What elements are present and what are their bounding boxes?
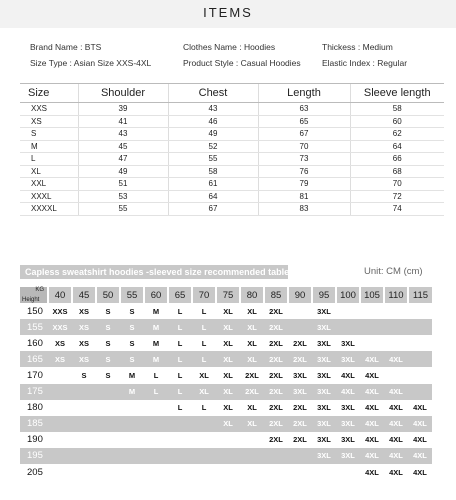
recommend-size-cell: 2XL — [288, 351, 312, 367]
recommend-size-cell — [384, 335, 408, 351]
size-cell: 79 — [258, 178, 350, 191]
size-cell: S — [20, 128, 78, 141]
weight-header: 55 — [120, 287, 144, 303]
recommend-size-cell — [264, 464, 288, 480]
recommend-size-cell: 4XL — [408, 432, 432, 448]
recommend-size-cell — [192, 432, 216, 448]
recommend-size-cell: 4XL — [360, 432, 384, 448]
size-cell: 63 — [258, 103, 350, 116]
recommend-size-cell — [216, 464, 240, 480]
recommend-size-cell — [48, 432, 72, 448]
recommend-size-cell: 2XL — [264, 319, 288, 335]
recommend-size-cell — [408, 351, 432, 367]
weight-header: 90 — [288, 287, 312, 303]
recommend-size-cell: XL — [240, 303, 264, 319]
recommend-size-cell: S — [96, 335, 120, 351]
recommend-size-cell: 4XL — [360, 464, 384, 480]
recommend-size-cell: 3XL — [312, 303, 336, 319]
size-cell: 74 — [350, 203, 444, 216]
recommend-header-row — [20, 287, 432, 303]
size-cell: 45 — [78, 140, 168, 153]
recommend-size-cell — [336, 319, 360, 335]
thickness: Thickess : Medium — [322, 42, 393, 52]
recommend-size-cell: XL — [240, 335, 264, 351]
brand-name: Brand Name : BTS — [30, 42, 102, 52]
size-cell: 58 — [350, 103, 444, 116]
recommend-size-cell: S — [72, 367, 96, 383]
size-cell: 70 — [258, 140, 350, 153]
recommend-size-cell: 3XL — [336, 448, 360, 464]
recommend-size-cell — [96, 448, 120, 464]
height-cell: 165 — [20, 351, 48, 367]
recommend-size-cell: L — [168, 400, 192, 416]
recommend-size-cell: 2XL — [264, 351, 288, 367]
recommend-size-cell: 2XL — [288, 416, 312, 432]
recommend-size-cell — [216, 432, 240, 448]
recommend-size-cell — [96, 416, 120, 432]
recommend-size-cell: XL — [216, 303, 240, 319]
recommend-size-cell: S — [96, 367, 120, 383]
recommend-size-cell: 4XL — [360, 416, 384, 432]
size-cell: 49 — [168, 128, 258, 141]
recommend-size-cell — [216, 448, 240, 464]
recommend-size-cell — [72, 416, 96, 432]
recommend-size-cell: 4XL — [360, 367, 384, 383]
recommend-size-cell: L — [144, 384, 168, 400]
recommend-size-cell — [192, 416, 216, 432]
height-cell: 175 — [20, 384, 48, 400]
size-cell: XS — [20, 115, 78, 128]
product-style: Product Style : Casual Hoodies — [183, 58, 301, 68]
size-cell: 49 — [78, 165, 168, 178]
recommend-size-cell — [48, 384, 72, 400]
recommend-size-cell — [360, 303, 384, 319]
recommend-size-cell: L — [168, 303, 192, 319]
recommend-size-cell: 3XL — [312, 351, 336, 367]
recommend-size-cell: 2XL — [288, 432, 312, 448]
recommend-size-cell — [360, 319, 384, 335]
recommend-size-cell — [168, 416, 192, 432]
recommend-size-cell — [240, 432, 264, 448]
size-row — [20, 203, 444, 216]
recommend-size-cell: 2XL — [288, 335, 312, 351]
weight-header: 75 — [216, 287, 240, 303]
recommend-size-cell: XL — [216, 384, 240, 400]
recommend-size-cell: 4XL — [336, 367, 360, 383]
recommend-size-cell: 3XL — [312, 432, 336, 448]
recommend-row — [20, 303, 432, 319]
recommend-size-cell: XL — [192, 367, 216, 383]
recommend-size-cell — [288, 303, 312, 319]
recommend-size-cell: XL — [216, 367, 240, 383]
recommend-size-cell: XL — [240, 400, 264, 416]
recommend-size-cell — [336, 303, 360, 319]
recommend-size-cell: L — [168, 335, 192, 351]
recommend-size-cell: 4XL — [360, 400, 384, 416]
size-cell: 66 — [350, 153, 444, 166]
recommend-size-cell — [48, 416, 72, 432]
recommend-size-cell: 3XL — [312, 384, 336, 400]
recommend-size-cell — [144, 416, 168, 432]
recommend-table — [20, 287, 432, 480]
recommend-size-cell — [192, 464, 216, 480]
size-cell: 55 — [78, 203, 168, 216]
recommend-size-cell: S — [120, 303, 144, 319]
recommend-size-cell: 3XL — [336, 335, 360, 351]
size-cell: 65 — [258, 115, 350, 128]
recommend-size-cell: S — [96, 351, 120, 367]
size-cell: 46 — [168, 115, 258, 128]
size-cell: XXXXL — [20, 203, 78, 216]
size-cell: 41 — [78, 115, 168, 128]
size-cell: 47 — [78, 153, 168, 166]
recommend-size-cell — [168, 432, 192, 448]
recommend-size-cell — [408, 367, 432, 383]
recommend-size-cell: 3XL — [312, 319, 336, 335]
recommend-size-cell: XS — [48, 335, 72, 351]
recommend-size-cell — [384, 319, 408, 335]
recommend-size-cell: XS — [72, 335, 96, 351]
size-cell: 43 — [78, 128, 168, 141]
recommend-size-cell: XXS — [48, 303, 72, 319]
header-length: Length — [258, 84, 350, 103]
recommend-size-cell: 3XL — [288, 384, 312, 400]
recommend-size-cell — [120, 400, 144, 416]
recommend-row — [20, 400, 432, 416]
recommend-size-cell: 4XL — [384, 464, 408, 480]
recommend-size-cell: XL — [216, 319, 240, 335]
recommend-size-cell: 4XL — [384, 432, 408, 448]
recommend-size-cell: M — [144, 303, 168, 319]
recommend-size-cell: XL — [192, 384, 216, 400]
recommend-size-cell: 3XL — [312, 335, 336, 351]
recommend-table-title: Capless sweatshirt hoodies -sleeved size recommended table — [20, 265, 288, 279]
recommend-size-cell: 3XL — [312, 448, 336, 464]
recommend-size-cell — [144, 448, 168, 464]
recommend-size-cell: M — [144, 351, 168, 367]
recommend-row — [20, 351, 432, 367]
recommend-size-cell: XS — [48, 351, 72, 367]
recommend-size-cell: XS — [72, 303, 96, 319]
height-cell: 195 — [20, 448, 48, 464]
recommend-size-cell: XL — [240, 351, 264, 367]
recommend-row — [20, 367, 432, 383]
weight-header: 70 — [192, 287, 216, 303]
recommend-row — [20, 448, 432, 464]
height-cell: 170 — [20, 367, 48, 383]
recommend-size-cell: 2XL — [240, 367, 264, 383]
recommend-size-cell: L — [144, 367, 168, 383]
recommend-size-cell: 2XL — [264, 367, 288, 383]
height-cell: 205 — [20, 464, 48, 480]
recommend-size-cell: 4XL — [384, 400, 408, 416]
header-chest: Chest — [168, 84, 258, 103]
recommend-size-cell — [144, 464, 168, 480]
recommend-row — [20, 384, 432, 400]
recommend-size-cell: 4XL — [408, 400, 432, 416]
recommend-size-cell — [72, 432, 96, 448]
height-cell: 180 — [20, 400, 48, 416]
recommend-size-cell: XL — [216, 400, 240, 416]
recommend-size-cell: XL — [216, 335, 240, 351]
recommend-size-cell — [360, 335, 384, 351]
recommend-row — [20, 464, 432, 480]
recommend-size-cell — [120, 432, 144, 448]
size-cell: 76 — [258, 165, 350, 178]
size-cell: 70 — [350, 178, 444, 191]
size-cell: 64 — [350, 140, 444, 153]
size-cell: 68 — [350, 165, 444, 178]
recommend-size-cell: 2XL — [264, 400, 288, 416]
recommend-size-cell — [72, 384, 96, 400]
recommend-size-cell: 4XL — [336, 384, 360, 400]
recommend-size-cell: 3XL — [288, 367, 312, 383]
size-row — [20, 153, 444, 166]
recommend-size-cell — [120, 416, 144, 432]
weight-header: 60 — [144, 287, 168, 303]
size-table — [20, 83, 444, 216]
recommend-size-cell — [288, 464, 312, 480]
size-cell: 51 — [78, 178, 168, 191]
height-cell: 160 — [20, 335, 48, 351]
recommend-size-cell — [168, 448, 192, 464]
elastic-index: Elastic Index : Regular — [322, 58, 408, 68]
recommend-size-cell: 2XL — [240, 384, 264, 400]
recommend-size-cell — [408, 335, 432, 351]
recommend-size-cell: 3XL — [336, 416, 360, 432]
recommend-size-cell — [288, 319, 312, 335]
recommend-size-cell: 4XL — [384, 384, 408, 400]
size-row — [20, 103, 444, 116]
recommend-size-cell — [192, 448, 216, 464]
size-cell: M — [20, 140, 78, 153]
recommend-size-cell: L — [192, 319, 216, 335]
recommend-size-cell: S — [96, 303, 120, 319]
recommend-size-cell — [96, 400, 120, 416]
recommend-size-cell — [72, 400, 96, 416]
recommend-size-cell — [72, 448, 96, 464]
recommend-size-cell — [48, 464, 72, 480]
recommend-size-cell — [72, 464, 96, 480]
weight-header: 110 — [384, 287, 408, 303]
recommend-size-cell: 3XL — [312, 400, 336, 416]
recommend-row — [20, 416, 432, 432]
weight-header: 100 — [336, 287, 360, 303]
weight-header: 50 — [96, 287, 120, 303]
recommend-size-cell — [96, 384, 120, 400]
recommend-size-cell — [384, 303, 408, 319]
recommend-size-cell — [408, 303, 432, 319]
size-cell: 81 — [258, 190, 350, 203]
recommend-size-cell: L — [192, 303, 216, 319]
size-cell: L — [20, 153, 78, 166]
size-cell: 67 — [168, 203, 258, 216]
size-row — [20, 165, 444, 178]
recommend-size-cell: S — [96, 319, 120, 335]
recommend-size-cell: 3XL — [336, 400, 360, 416]
recommend-size-cell: 4XL — [408, 448, 432, 464]
recommend-size-cell — [144, 432, 168, 448]
recommend-size-cell: XS — [72, 319, 96, 335]
recommend-size-cell — [96, 432, 120, 448]
recommend-size-cell — [408, 384, 432, 400]
recommend-size-cell: M — [120, 384, 144, 400]
recommend-size-cell: S — [120, 335, 144, 351]
recommend-size-cell — [264, 448, 288, 464]
recommend-size-cell: 4XL — [360, 448, 384, 464]
recommend-size-cell — [408, 319, 432, 335]
height-cell: 150 — [20, 303, 48, 319]
recommend-size-cell — [48, 400, 72, 416]
recommend-size-cell: 4XL — [384, 416, 408, 432]
recommend-size-cell: L — [168, 319, 192, 335]
recommend-row — [20, 432, 432, 448]
recommend-size-cell — [120, 448, 144, 464]
recommend-size-cell — [120, 464, 144, 480]
weight-header: 105 — [360, 287, 384, 303]
weight-header: 45 — [72, 287, 96, 303]
recommend-size-cell — [336, 464, 360, 480]
recommend-size-cell: XXS — [48, 319, 72, 335]
recommend-size-cell — [168, 464, 192, 480]
height-cell: 190 — [20, 432, 48, 448]
size-cell: 64 — [168, 190, 258, 203]
recommend-size-cell: 4XL — [408, 464, 432, 480]
height-cell: 155 — [20, 319, 48, 335]
recommend-size-cell: 2XL — [264, 416, 288, 432]
size-row — [20, 178, 444, 191]
recommend-size-cell: L — [168, 351, 192, 367]
size-cell: 61 — [168, 178, 258, 191]
recommend-size-cell: M — [144, 319, 168, 335]
recommend-size-cell: 4XL — [408, 416, 432, 432]
header-size: Size — [20, 84, 78, 103]
recommend-size-cell: XL — [240, 319, 264, 335]
recommend-size-cell — [240, 448, 264, 464]
weight-header: 40 — [48, 287, 72, 303]
recommend-size-cell: 4XL — [384, 448, 408, 464]
recommend-size-cell: XL — [216, 416, 240, 432]
recommend-size-cell: XL — [240, 416, 264, 432]
size-cell: 43 — [168, 103, 258, 116]
recommend-size-cell — [288, 448, 312, 464]
recommend-size-cell: 3XL — [336, 432, 360, 448]
clothes-name: Clothes Name : Hoodies — [183, 42, 276, 52]
recommend-size-cell: XS — [72, 351, 96, 367]
size-cell: 58 — [168, 165, 258, 178]
recommend-size-cell — [240, 464, 264, 480]
size-cell: 52 — [168, 140, 258, 153]
recommend-row — [20, 335, 432, 351]
size-row — [20, 128, 444, 141]
size-row — [20, 115, 444, 128]
size-cell: 60 — [350, 115, 444, 128]
weight-header: 80 — [240, 287, 264, 303]
size-cell: 67 — [258, 128, 350, 141]
size-type: Size Type : Asian Size XXS-4XL — [30, 58, 152, 68]
recommend-size-cell — [96, 464, 120, 480]
recommend-size-cell: S — [120, 351, 144, 367]
size-row — [20, 190, 444, 203]
size-cell: 39 — [78, 103, 168, 116]
recommend-size-cell — [384, 367, 408, 383]
recommend-size-cell: 4XL — [360, 384, 384, 400]
size-cell: XXXL — [20, 190, 78, 203]
size-cell: 55 — [168, 153, 258, 166]
recommend-size-cell: L — [192, 400, 216, 416]
size-cell: 72 — [350, 190, 444, 203]
recommend-size-cell: 2XL — [264, 432, 288, 448]
header-shoulder: Shoulder — [78, 84, 168, 103]
recommend-size-cell: L — [168, 384, 192, 400]
recommend-size-cell: 2XL — [264, 303, 288, 319]
size-cell: 53 — [78, 190, 168, 203]
weight-header: 115 — [408, 287, 432, 303]
unit-label: Unit: CM (cm) — [364, 266, 423, 277]
size-cell: 83 — [258, 203, 350, 216]
recommend-size-cell: L — [192, 351, 216, 367]
recommend-size-cell: XL — [216, 351, 240, 367]
page-title: ITEMS — [203, 5, 253, 20]
height-cell: 185 — [20, 416, 48, 432]
size-cell: XXS — [20, 103, 78, 116]
size-cell: XL — [20, 165, 78, 178]
recommend-size-cell: 3XL — [312, 416, 336, 432]
recommend-size-cell: 2XL — [264, 335, 288, 351]
weight-header: 95 — [312, 287, 336, 303]
recommend-size-cell — [48, 367, 72, 383]
recommend-size-cell: L — [168, 367, 192, 383]
size-table-header — [20, 84, 444, 103]
size-cell: XXL — [20, 178, 78, 191]
size-cell: 73 — [258, 153, 350, 166]
recommend-size-cell: 2XL — [288, 400, 312, 416]
recommend-size-cell: M — [144, 335, 168, 351]
height-label: Height — [22, 297, 40, 304]
recommend-size-cell: 4XL — [360, 351, 384, 367]
recommend-size-cell — [312, 464, 336, 480]
recommend-row — [20, 319, 432, 335]
recommend-size-cell: S — [120, 319, 144, 335]
header-sleeve-length: Sleeve length — [350, 84, 444, 103]
weight-header: 65 — [168, 287, 192, 303]
recommend-size-cell — [48, 448, 72, 464]
weight-header: 85 — [264, 287, 288, 303]
kg-label: KG — [35, 287, 44, 293]
recommend-size-cell — [144, 400, 168, 416]
recommend-size-cell: 3XL — [312, 367, 336, 383]
size-cell: 62 — [350, 128, 444, 141]
recommend-size-cell: M — [120, 367, 144, 383]
size-row — [20, 140, 444, 153]
recommend-size-cell: 2XL — [264, 384, 288, 400]
corner-cell — [20, 287, 48, 303]
recommend-size-cell: L — [192, 335, 216, 351]
recommend-size-cell: 3XL — [336, 351, 360, 367]
recommend-size-cell: 4XL — [384, 351, 408, 367]
